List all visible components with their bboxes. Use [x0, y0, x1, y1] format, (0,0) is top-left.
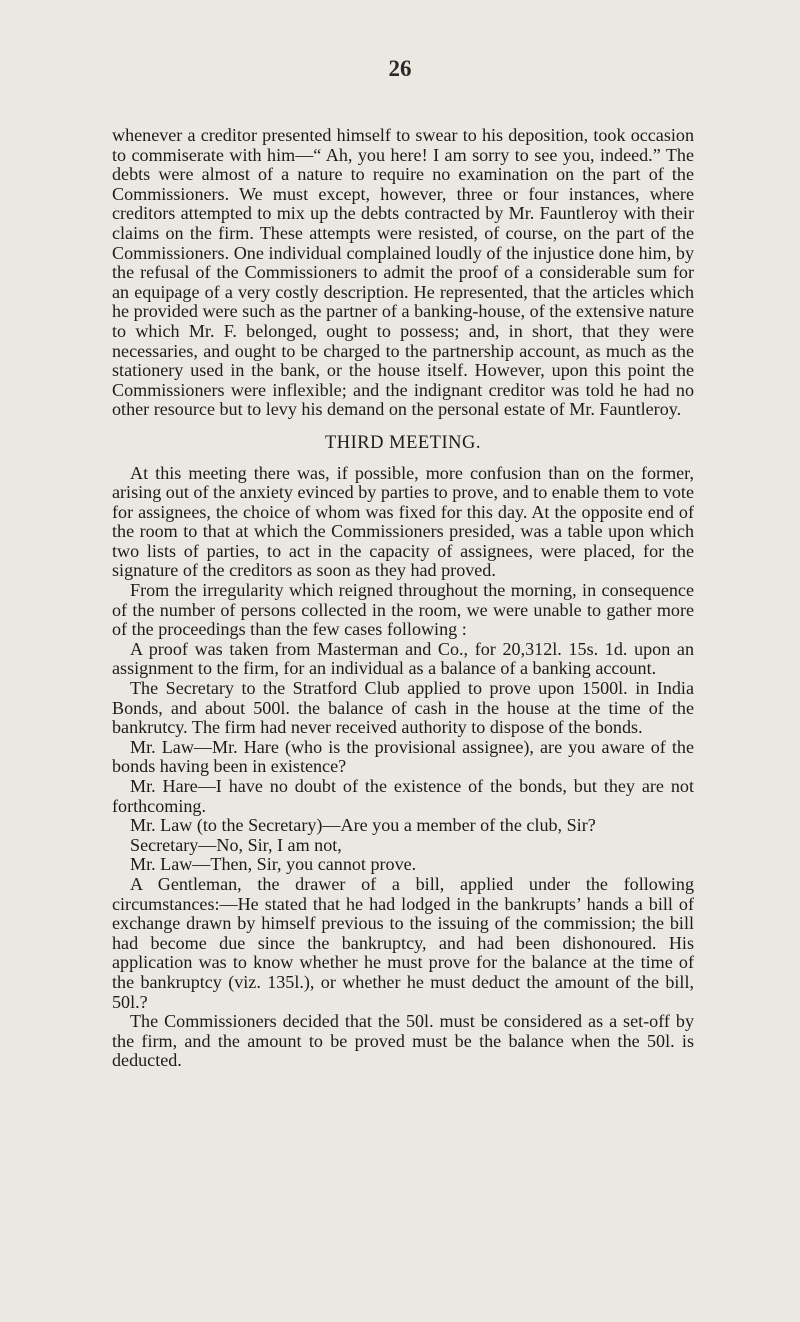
paragraph: Mr. Law—Mr. Hare (who is the provisional assignee), are you aware of the bonds having been in existence? [112, 736, 694, 777]
paragraph: Secretary—No, Sir, I am not, [130, 834, 342, 855]
paragraph: A proof was taken from Masterman and Co., for 20,312l. 15s. 1d. upon an assignment to the firm, for an individual as a balance of a banking account. [112, 638, 694, 679]
paragraph: At this meeting there was, if possible, more confusion than on the former, arising out of the anxiety evinced by parties to prove, and to enable them to vote for assignees, the choice of whom was fixed for this day. At the opposite end of the room to that at which the Commissioners presided, was a table upon which two lists of parties, to act in the capacity of assignees, were placed, for the signature of the creditors as soon as they had proved. [112, 462, 694, 581]
section-heading: THIRD MEETING. [324, 432, 481, 453]
paragraph: A Gentleman, the drawer of a bill, applied under the following circumstances:—He stated that he had lodged in the bankrupts’ hands a bill of exchange drawn by himself previous to the issuing of the commission; the bill had become due since the bankruptcy, and had been dishonoured. His application was to know whether he must prove for the balance at the time of the bankruptcy (viz. 135l.), or whether he must deduct the amount of the bill, 50l.? [112, 873, 694, 1012]
paragraph: Mr. Hare—I have no doubt of the existence of the bonds, but they are not forthcoming. [112, 776, 694, 816]
paragraph: Mr. Law—Then, Sir, you cannot prove. [130, 854, 417, 875]
paragraph: From the irregularity which reigned throughout the morning, in consequence of the number of persons collected in the room, we were unable to gather more of the proceedings than the few cases following : [112, 580, 694, 640]
page-number: 26 [388, 56, 412, 81]
paragraph: The Commissioners decided that the 50l. must be considered as a set-off by the firm, and the amount to be proved must be the balance when the 50l. is deducted. [112, 1011, 694, 1071]
page-body [112, 126, 694, 1071]
paragraph: The Secretary to the Stratford Club applied to prove upon 1500l. in India Bonds, and about 500l. the balance of cash in the house at the time of the bankrutcy. The firm had never received authority to dispose of the bonds. [112, 678, 694, 738]
paragraph: Mr. Law (to the Secretary)—Are you a member of the club, Sir? [130, 815, 596, 836]
paragraph-continuation: whenever a creditor presented himself to swear to his deposition, took occasion to commiserate with him—“ Ah, you here! I am sorry to see you, indeed.” The debts were almost of a nature to require no examination on the part of the Commissioners. We must except, however, three or four instances, where creditors attempted to mix up the debts contracted by Mr. Fauntleroy with their claims on the firm. These attempts were resisted, of course, on the part of the Commissioners. One individual complained loudly of the injustice done him, by the refusal of the Commissioners to admit the proof of a considerable sum for an equipage of a very costly description. He represented, that the articles which he provided were such as the partner of a banking-house, of the extensive nature to which Mr. F. belonged, ought to possess; and, in short, that they were necessaries, and ought to be charged to the partnership account, as much as the stationery used in the bank, or the house itself. However, upon this point the Commissioners were inflexible; and the indignant creditor was told he had no other resource but to levy his demand on the personal estate of Mr. Fauntleroy. [112, 125, 694, 420]
